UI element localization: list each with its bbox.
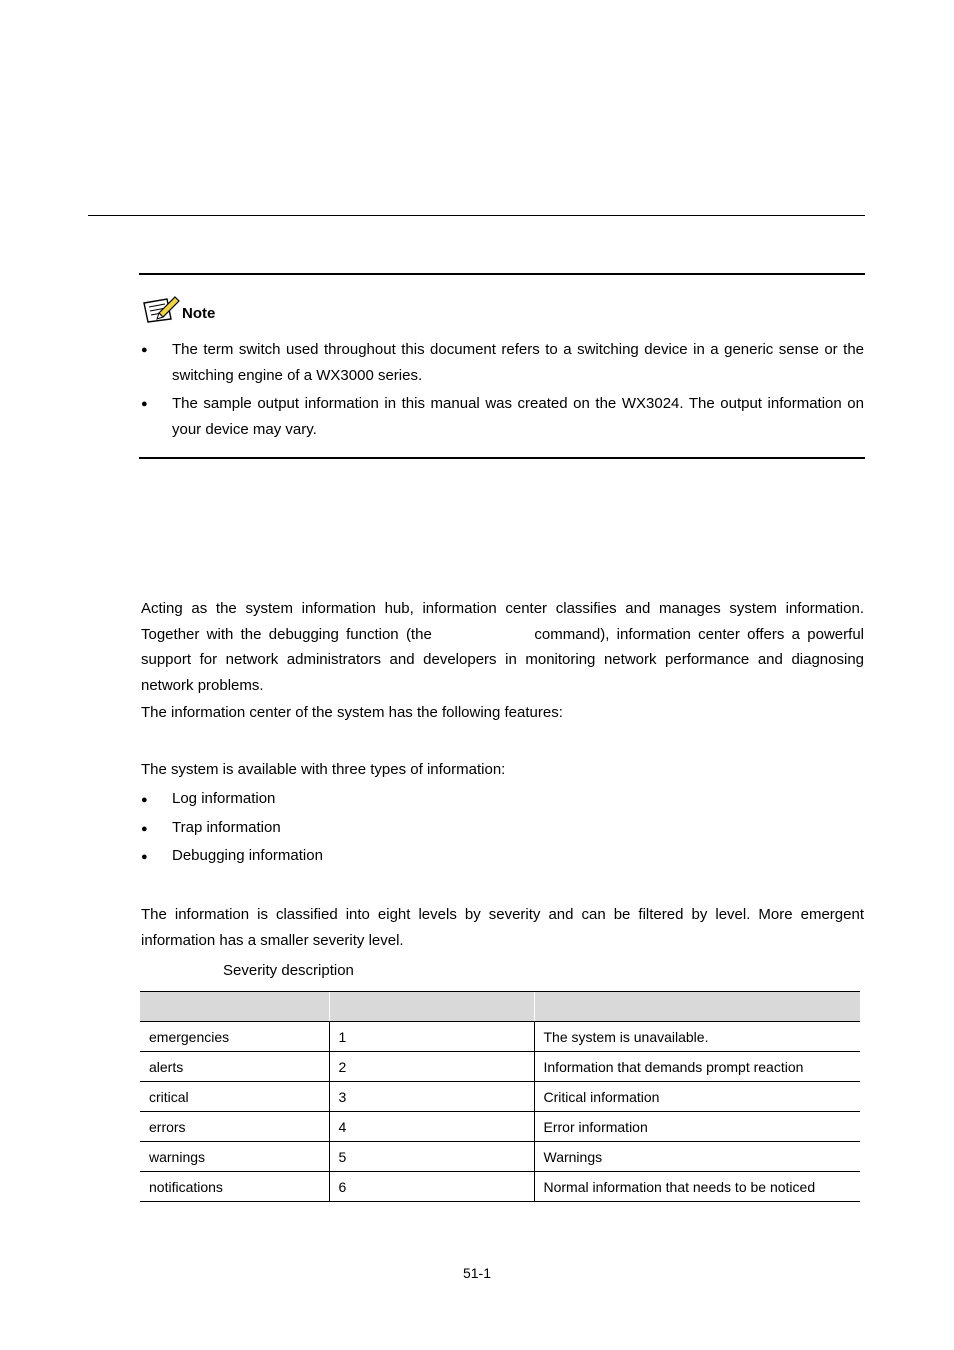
- table-row: [140, 1172, 860, 1202]
- table-cell: 2: [329, 1052, 534, 1082]
- table-cell: The system is unavailable.: [534, 1022, 860, 1052]
- top-rule: [88, 215, 865, 216]
- table-cell: notifications: [140, 1172, 329, 1202]
- table-row: [140, 1142, 860, 1172]
- table-cell: alerts: [140, 1052, 329, 1082]
- types-line: The system is available with three types of information:: [141, 761, 506, 778]
- bullet-dot-icon: ●: [141, 398, 148, 410]
- table-row: [140, 1022, 860, 1052]
- note-label: Note: [182, 305, 216, 322]
- levels-paragraph: The information is classified into eight levels by severity and can be filtered by level. More emergent information has a smaller severity level.: [141, 906, 864, 949]
- bullet-dot-icon: ●: [141, 794, 148, 806]
- table-header-cell: [534, 992, 860, 1022]
- page-number: 51-1: [462, 1265, 492, 1281]
- type-item-trap: Trap information: [172, 819, 281, 836]
- table-cell: 6: [329, 1172, 534, 1202]
- table-cell: warnings: [140, 1142, 329, 1172]
- note-bullet-2: The sample output information in this manual was created on the WX3024. The output information on your device may vary.: [172, 395, 864, 438]
- table-row: [140, 1052, 860, 1082]
- bullet-dot-icon: ●: [141, 823, 148, 835]
- table-cell: Warnings: [534, 1142, 860, 1172]
- table-cell: 5: [329, 1142, 534, 1172]
- table-header-row: [140, 992, 860, 1022]
- table-cell: Normal information that needs to be noticed: [534, 1172, 860, 1202]
- table-row: [140, 1112, 860, 1142]
- table-cell: 1: [329, 1022, 534, 1052]
- bullet-dot-icon: ●: [141, 344, 148, 356]
- type-item-log: Log information: [172, 790, 276, 807]
- features-line: The information center of the system has the following features:: [141, 704, 563, 721]
- table-cell: critical: [140, 1082, 329, 1112]
- table-header-cell: [329, 992, 534, 1022]
- table-cell: Error information: [534, 1112, 860, 1142]
- severity-table: [140, 991, 860, 1202]
- note-bullet-1: The term switch used throughout this document refers to a switching device in a generic sense or the switching engine of a WX3000 series.: [172, 341, 864, 384]
- table-cell: Critical information: [534, 1082, 860, 1112]
- bullet-dot-icon: ●: [141, 851, 148, 863]
- table-header-cell: [140, 992, 329, 1022]
- table-caption: Severity description: [223, 962, 354, 979]
- table-cell: emergencies: [140, 1022, 329, 1052]
- type-item-debugging: Debugging information: [172, 847, 323, 864]
- table-cell: errors: [140, 1112, 329, 1142]
- table-cell: Information that demands prompt reaction: [534, 1052, 860, 1082]
- table-cell: 4: [329, 1112, 534, 1142]
- table-row: [140, 1082, 860, 1112]
- intro-paragraph: Acting as the system information hub, information center classifies and manages system information. Together with the debugging function (the command), information center offers a powerful support for network administrators and developers in monitoring network performance and diagnosing network problems.: [141, 600, 864, 694]
- note-pencil-icon: [141, 293, 181, 323]
- table-cell: 3: [329, 1082, 534, 1112]
